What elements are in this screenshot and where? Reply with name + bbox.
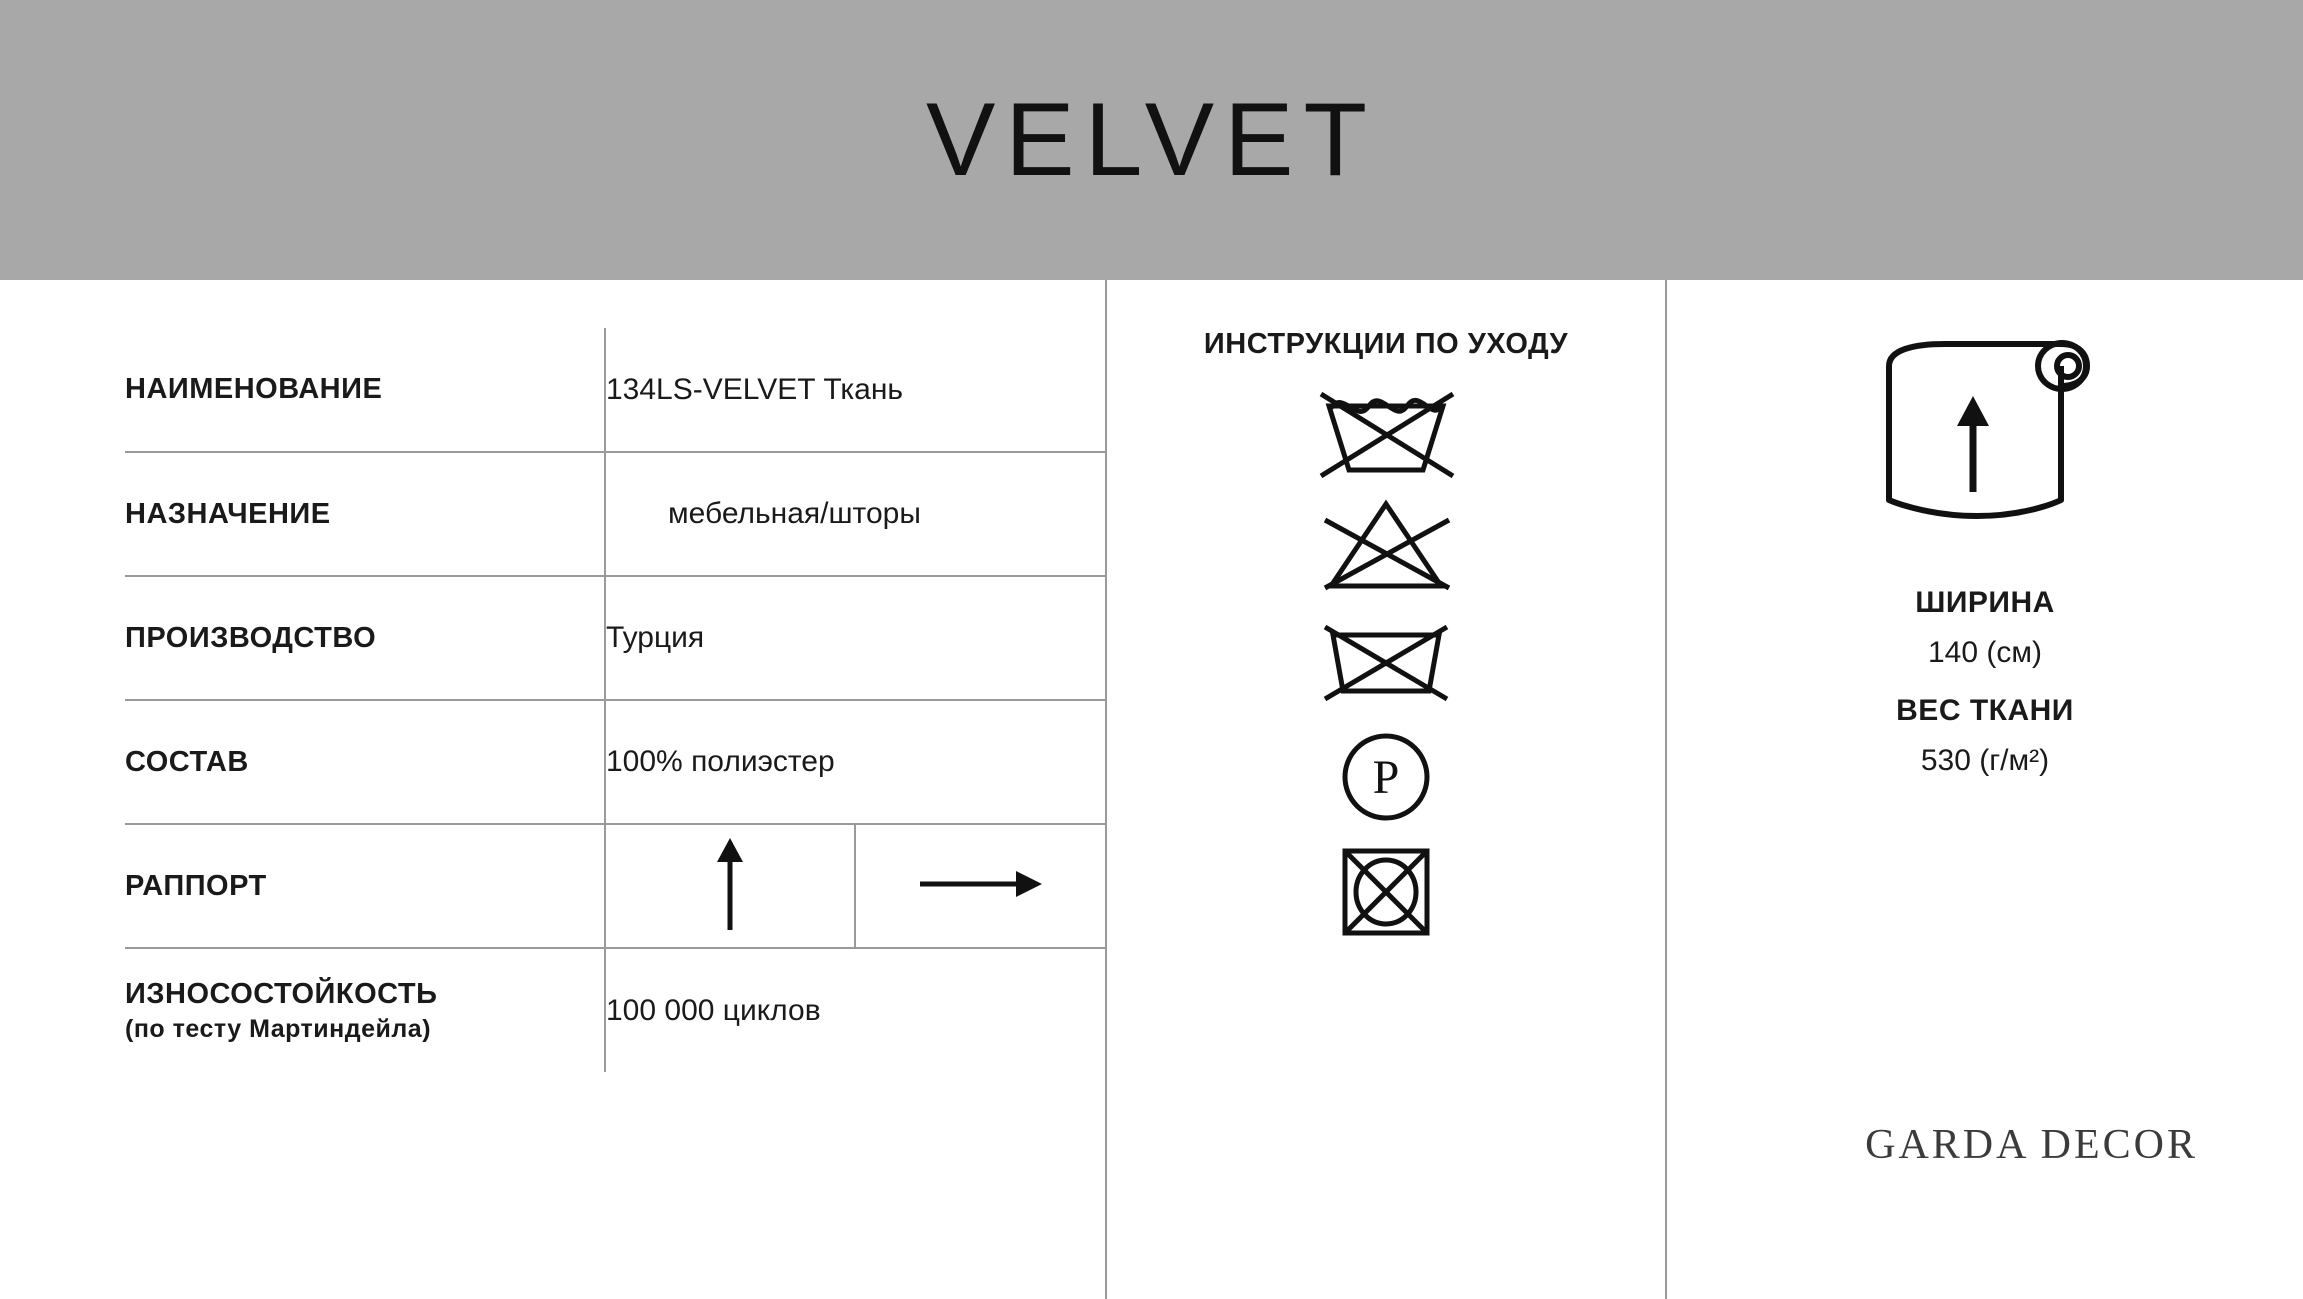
table-row: [125, 576, 1105, 700]
arrow-right-icon: [916, 901, 1046, 918]
spec-value: 100 000 циклов: [605, 948, 1105, 1072]
weight-value: 530 (г/м²): [1920, 744, 2050, 777]
page-title: VELVET: [925, 81, 1378, 198]
table-row: [125, 452, 1105, 576]
spec-label-sub: (по тесту Мартиндейла): [125, 1014, 432, 1043]
no-bleach-icon: [1311, 495, 1461, 595]
care-column: [1105, 280, 1665, 1299]
spec-label: ПРОИЗВОДСТВО: [125, 576, 605, 700]
no-iron-box-x-icon: [1311, 843, 1461, 943]
table-row: [125, 328, 1105, 452]
spec-label: НАЗНАЧЕНИЕ: [125, 452, 605, 576]
brand-logo: GARDA DECOR: [1865, 1122, 2198, 1168]
care-title: ИНСТРУКЦИИ ПО УХОДУ: [1203, 328, 1569, 360]
spec-label: НАИМЕНОВАНИЕ: [125, 328, 605, 452]
table-row: [125, 700, 1105, 824]
table-row: [125, 824, 1105, 948]
care-icon-list: [1311, 379, 1461, 943]
width-value: 140 (см): [1928, 636, 2042, 669]
spec-label: РАППОРТ: [125, 824, 605, 948]
svg-text:P: P: [1372, 751, 1400, 804]
spec-table: [125, 328, 1105, 1072]
header-banner: [0, 0, 2303, 280]
width-label: ШИРИНА: [1915, 586, 2055, 619]
spec-value: Турция: [605, 576, 1105, 700]
no-tumble-dry-icon: [1311, 611, 1461, 711]
spec-label: СОСТАВ: [125, 700, 605, 824]
spec-label-main: ИЗНОСОСТОЙКОСТЬ: [125, 977, 438, 1010]
arrow-up-icon: [700, 921, 760, 938]
spec-column: [0, 280, 1105, 1299]
dry-clean-p-icon: [1311, 727, 1461, 827]
table-row: [125, 948, 1105, 1072]
spec-value: 134LS-VELVET Ткань: [605, 328, 1105, 452]
spec-label: [125, 948, 605, 1072]
weight-label: ВЕС ТКАНИ: [1896, 694, 2074, 727]
no-wash-icon: [1311, 379, 1461, 479]
fabric-roll-icon: [1865, 320, 2105, 560]
rapport-vertical-cell: [605, 824, 855, 948]
spec-value: мебельная/шторы: [605, 452, 1105, 576]
rapport-horizontal-cell: [855, 824, 1105, 948]
spec-value: 100% полиэстер: [605, 700, 1105, 824]
